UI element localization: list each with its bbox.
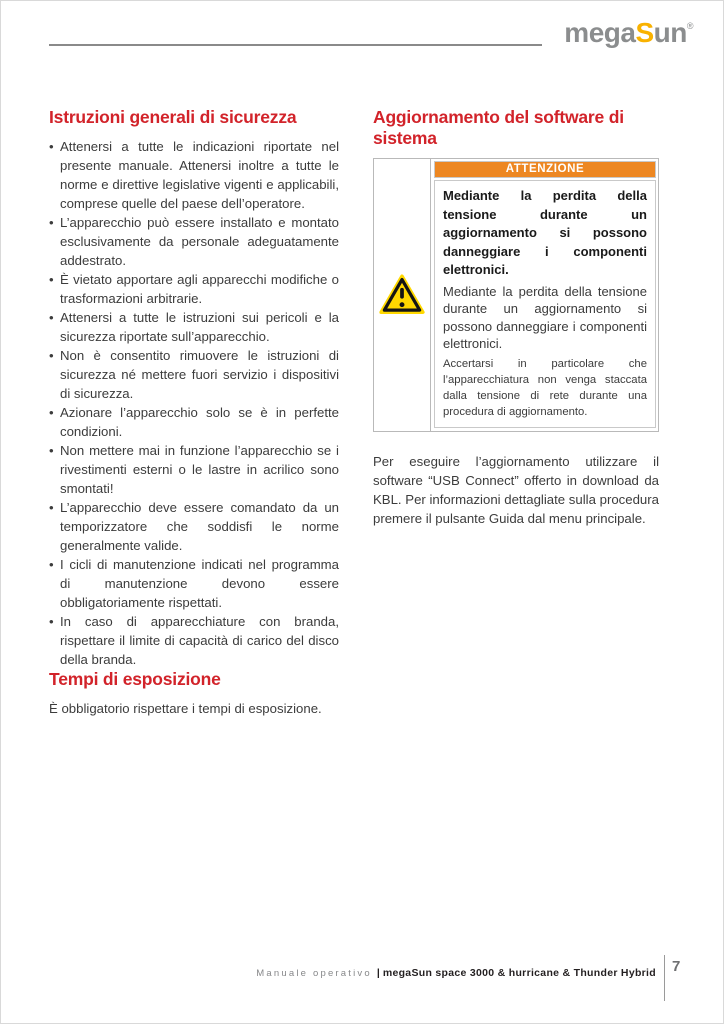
exposure-section-text: È obbligatorio rispettare i tempi di esposizione.: [49, 701, 322, 716]
logo-suffix: un: [653, 17, 687, 48]
registered-mark: ®: [686, 21, 693, 31]
bullet-item: • In caso di apparecchiature con branda, rispettare il limite di capacità di carico del disco della branda.: [49, 612, 339, 669]
attention-box: [373, 158, 659, 432]
safety-bullet-list: [49, 137, 339, 669]
right-column: [373, 107, 659, 541]
bullet-item: • Non è consentito rimuovere le istruzioni di sicurezza né mettere fuori servizio i dispositivi di sicurezza.: [49, 346, 339, 403]
attention-icon-cell: [374, 159, 431, 431]
logo-accent: S: [635, 17, 654, 48]
page-number: 7: [672, 958, 681, 975]
attention-body-text: Mediante la perdita della tensione durante un aggiornamento si possono danneggiare i componenti elettronici.: [443, 283, 647, 351]
warning-triangle-icon: [379, 274, 425, 316]
footer-divider: [664, 955, 665, 1001]
bullet-item: • È vietato apportare agli apparecchi modifiche o trasformazioni arbitrarie.: [49, 270, 339, 308]
logo-prefix: mega: [564, 17, 636, 48]
attention-header-bar: ATTENZIONE: [434, 161, 656, 178]
bullet-item: • Attenersi a tutte le istruzioni sui pericoli e la sicurezza riportate sull’apparecchio.: [49, 308, 339, 346]
update-instructions-paragraph: Per eseguire l’aggiornamento utilizzare il software “USB Connect” offerto in download da KBL. Per informazioni dettagliate sulla procedura premere il pulsante Guida dal menu principale.: [373, 453, 659, 526]
software-update-heading: Aggiornamento del software di sistema: [373, 107, 624, 148]
footer-document-title: megaSun space 3000 & hurricane & Thunder Hybrid: [382, 967, 656, 979]
page-footer: [1, 953, 724, 1024]
megasun-logo: [564, 17, 693, 49]
header-rule: [49, 44, 542, 46]
safety-section-heading: Istruzioni generali di sicurezza: [49, 107, 297, 127]
attention-bold-text: Mediante la perdita della tensione durante un aggiornamento si possono danneggiare i componenti elettronici.: [443, 188, 647, 277]
bullet-item: • L’apparecchio può essere installato e montato esclusivamente da personale adeguatamente addestrato.: [49, 213, 339, 270]
attention-content: [431, 159, 658, 431]
bullet-item: • Attenersi a tutte le indicazioni riportate nel presente manuale. Attenersi inoltre a tutte le norme e direttive legislative vigenti e applicabili, comprese quelle del paese dell’operatore.: [49, 137, 339, 213]
left-column: [49, 107, 339, 718]
bullet-item: • L’apparecchio deve essere comandato da un temporizzatore che soddisfi le norme generalmente valide.: [49, 498, 339, 555]
bullet-item: • Azionare l’apparecchio solo se è in perfette condizioni.: [49, 403, 339, 441]
exposure-section-heading: Tempi di esposizione: [49, 669, 221, 689]
footer-separator: |: [376, 967, 380, 979]
attention-text-area: [434, 180, 656, 428]
footer-text: [256, 963, 656, 981]
bullet-item: • Non mettere mai in funzione l’apparecchio se i rivestimenti esterni o le lastre in acrilico sono smontati!: [49, 441, 339, 498]
bullet-item: • I cicli di manutenzione indicati nel programma di manutenzione devono essere obbligatoriamente rispettati.: [49, 555, 339, 612]
footer-label: Manuale operativo: [256, 968, 372, 979]
attention-small-text: Accertarsi in particolare che l’apparecchiatura non venga staccata dalla tensione di rete durante una procedura di aggiornamento.: [443, 357, 647, 418]
